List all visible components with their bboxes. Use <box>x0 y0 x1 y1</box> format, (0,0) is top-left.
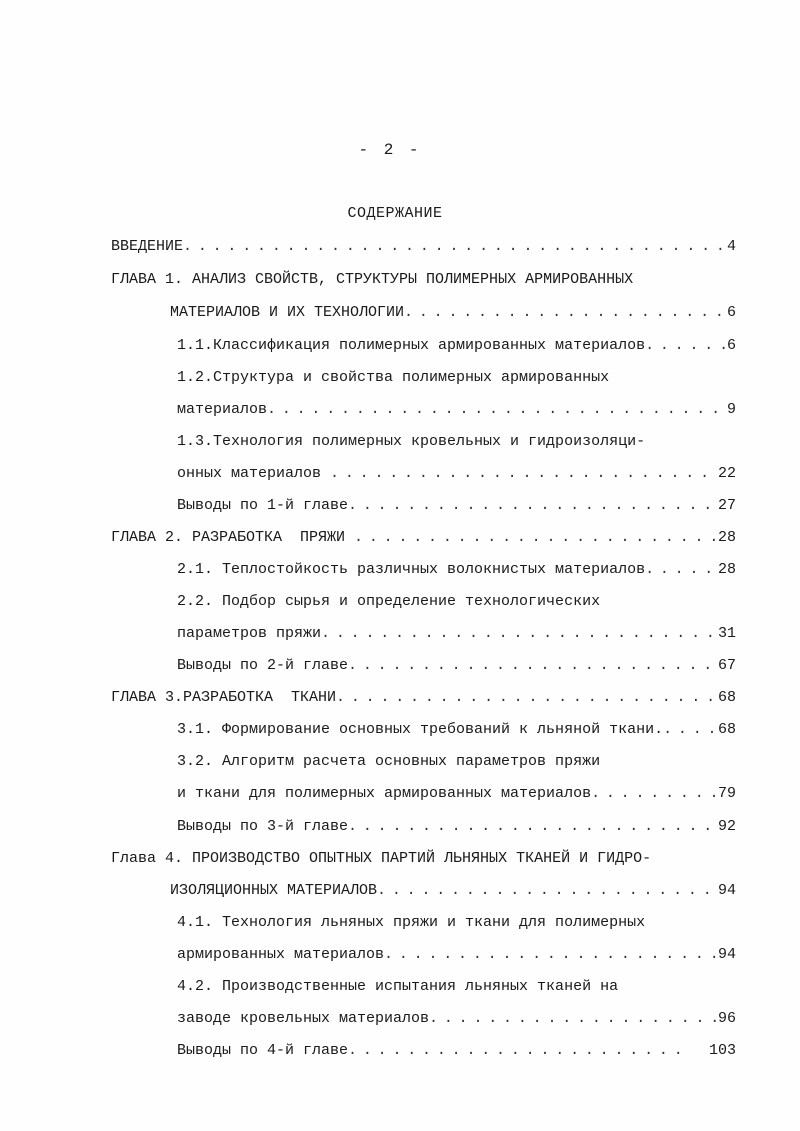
toc-section-1-1 <box>177 335 736 357</box>
toc-entry-page: 67 <box>717 657 736 674</box>
toc-entry-title: 2.1. Теплостойкость различных волокнистых материалов <box>177 561 646 578</box>
toc-entry-page: 6 <box>726 304 736 321</box>
toc-entry-title: армированных материалов <box>177 946 385 963</box>
toc-entry-title: Выводы по 3-й главе <box>177 818 349 835</box>
toc-entry-title: ИЗОЛЯЦИОННЫХ МАТЕРИАЛОВ <box>170 882 378 899</box>
toc-chapter-2 <box>111 527 736 549</box>
toc-section-4-2-line1: 4.2. Производственные испытания льняных тканей на <box>177 978 619 995</box>
toc-chapter-1-title-line1: ГЛАВА 1. АНАЛИЗ СВОЙСТВ, СТРУКТУРЫ ПОЛИМЕРНЫХ АРМИРОВАННЫХ <box>111 271 634 288</box>
toc-chapter-3 <box>111 687 736 709</box>
toc-conclusions-1 <box>177 495 736 517</box>
toc-entry-title: и ткани для полимерных армированных материалов <box>177 785 592 802</box>
toc-entry-title: ГЛАВА 3.РАЗРАБОТКА ТКАНИ <box>111 689 337 706</box>
toc-entry-page: 68 <box>717 689 736 706</box>
toc-section-4-2 <box>177 1008 736 1030</box>
page-number: - 2 - <box>358 141 422 159</box>
toc-entry-title: Выводы по 1-й главе <box>177 497 349 514</box>
toc-entry-page: 6 <box>726 337 736 354</box>
toc-entry-page: 94 <box>717 882 736 899</box>
dot-leader <box>429 1008 718 1030</box>
toc-entry-page: 9 <box>726 401 736 418</box>
dot-leader <box>336 687 718 709</box>
toc-entry-page: 27 <box>717 497 736 514</box>
toc-entry-page: 22 <box>717 465 736 482</box>
toc-section-2-2 <box>177 623 736 645</box>
toc-entry-title: онных материалов <box>177 465 331 482</box>
toc-chapter-4 <box>170 880 736 902</box>
toc-entry-title: заводе кровельных материалов <box>177 1010 430 1027</box>
toc-entry-page: 79 <box>717 785 736 802</box>
toc-entry-page: 103 <box>681 1042 736 1059</box>
toc-entry-title: МАТЕРИАЛОВ И ИХ ТЕХНОЛОГИИ <box>170 304 405 321</box>
toc-section-1-3-line1: 1.3.Технология полимерных кровельных и гидроизоляци- <box>177 433 646 450</box>
toc-entry-intro <box>111 236 736 258</box>
toc-section-4-1-line1: 4.1. Технология льняных пряжи и ткани для полимерных <box>177 914 646 931</box>
dot-leader <box>384 944 718 966</box>
toc-section-4-1 <box>177 944 736 966</box>
toc-conclusions-3 <box>177 816 736 838</box>
dot-leader <box>330 463 718 485</box>
toc-entry-title: ГЛАВА 2. РАЗРАБОТКА ПРЯЖИ <box>111 529 355 546</box>
toc-entry-title: параметров пряжи <box>177 625 322 642</box>
toc-section-3-2-line1: 3.2. Алгоритм расчета основных параметров пряжи <box>177 753 601 770</box>
dot-leader <box>321 623 718 645</box>
toc-conclusions-2 <box>177 655 736 677</box>
dot-leader <box>591 783 718 805</box>
toc-entry-page: 94 <box>717 946 736 963</box>
toc-entry-page: 28 <box>717 529 736 546</box>
dot-leader <box>348 495 718 517</box>
toc-section-1-2-line1: 1.2.Структура и свойства полимерных армированных <box>177 369 610 386</box>
dot-leader <box>348 1040 682 1062</box>
dot-leader <box>348 655 718 677</box>
toc-entry-title: ВВЕДЕНИЕ <box>111 238 184 255</box>
dot-leader <box>267 399 727 421</box>
dot-leader <box>663 719 718 741</box>
dot-leader <box>348 816 718 838</box>
toc-section-2-1 <box>177 559 736 581</box>
toc-entry-title: материалов <box>177 401 268 418</box>
toc-entry-title: 3.1. Формирование основных требований к льняной ткани. <box>177 721 664 738</box>
toc-section-1-3 <box>177 463 736 485</box>
dot-leader <box>377 880 718 902</box>
toc-entry-page: 92 <box>717 818 736 835</box>
toc-entry-page: 68 <box>717 721 736 738</box>
toc-conclusions-4 <box>177 1040 736 1062</box>
toc-entry-page: 28 <box>717 561 736 578</box>
dot-leader <box>404 302 727 324</box>
toc-entry-page: 4 <box>726 238 736 255</box>
toc-entry-title: 1.1.Классификация полимерных армированных материалов <box>177 337 646 354</box>
toc-entry-title: Выводы по 2-й главе <box>177 657 349 674</box>
toc-section-3-2 <box>177 783 736 805</box>
toc-chapter-1 <box>170 302 736 324</box>
toc-section-3-1 <box>177 719 736 741</box>
toc-section-2-2-line1: 2.2. Подбор сырья и определение технологических <box>177 593 601 610</box>
toc-section-1-2 <box>177 399 736 421</box>
dot-leader <box>354 527 718 549</box>
toc-entry-page: 31 <box>717 625 736 642</box>
dot-leader <box>183 236 727 258</box>
toc-entry-title: Выводы по 4-й главе <box>177 1042 349 1059</box>
toc-entry-page: 96 <box>717 1010 736 1027</box>
toc-chapter-4-title-line1: Глава 4. ПРОИЗВОДСТВО ОПЫТНЫХ ПАРТИЙ ЛЬНЯНЫХ ТКАНЕЙ И ГИДРО- <box>111 850 652 867</box>
toc-heading: СОДЕРЖАНИЕ <box>347 205 443 222</box>
dot-leader <box>645 559 718 581</box>
dot-leader <box>645 335 727 357</box>
